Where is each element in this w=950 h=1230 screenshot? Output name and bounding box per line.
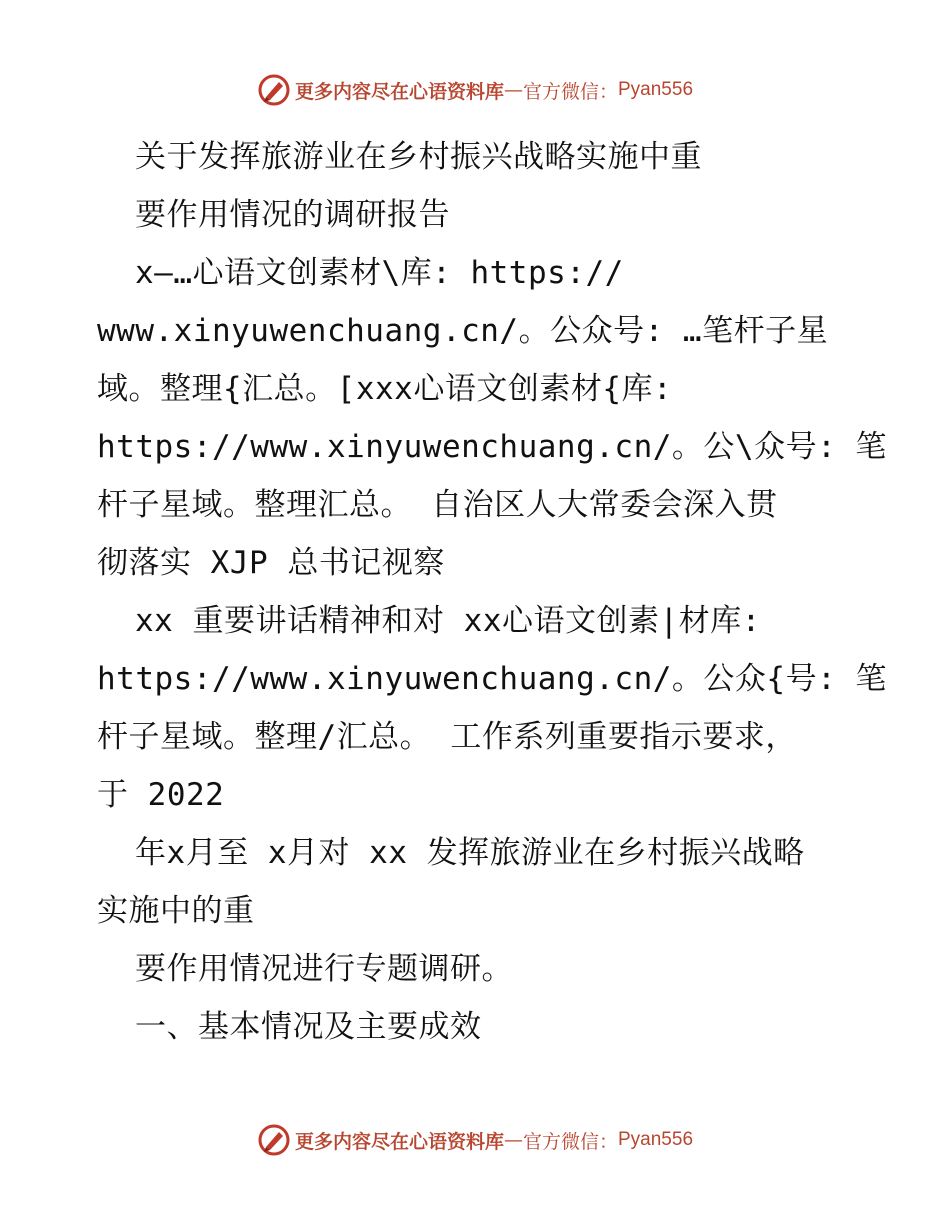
banner-separator: — — [503, 79, 523, 101]
doc-line: 彻落实 XJP 总书记视察 — [97, 545, 445, 581]
doc-line: 年x月至 x月对 xx 发挥旅游业在乡村振兴战略 — [135, 835, 805, 871]
doc-line: 要作用情况进行专题调研。 — [135, 951, 513, 987]
doc-line: 杆子星域。整理/汇总。 工作系列重要指示要求， — [97, 719, 797, 755]
banner-wechat-label: 官方微信： — [522, 80, 618, 103]
doc-line: https://www.xinyuwenchuang.cn/。公\众号: 笔 — [97, 429, 887, 465]
doc-line: 实施中的重 — [97, 893, 255, 929]
doc-line: www.xinyuwenchuang.cn/。公众号: …笔杆子星 — [97, 313, 829, 349]
banner-wechat-label: 官方微信： — [522, 1130, 618, 1153]
document-body — [97, 128, 887, 1056]
banner-wechat-id: Pyan556 — [618, 1129, 694, 1150]
doc-line: 域。整理{汇总。[xxx心语文创素材{库: — [97, 371, 673, 407]
section-heading: 一、基本情况及主要成效 — [135, 1009, 482, 1045]
doc-line: https://www.xinyuwenchuang.cn/。公众{号: 笔 — [97, 661, 887, 697]
header-banner — [0, 70, 950, 110]
pen-logo-icon — [257, 1123, 291, 1157]
banner-wechat-id: Pyan556 — [618, 79, 694, 100]
doc-line: x—…心语文创素材\库: https:// — [135, 255, 624, 291]
doc-line: 杆子星域。整理汇总。 自治区人大常委会深入贯 — [97, 487, 778, 523]
doc-line: 要作用情况的调研报告 — [135, 197, 450, 233]
doc-line: 于 2022 — [97, 777, 225, 813]
banner-text: 更多内容尽在心语资料库 — [294, 1130, 504, 1153]
doc-line: 关于发挥旅游业在乡村振兴战略实施中重 — [135, 139, 702, 175]
banner-text: 更多内容尽在心语资料库 — [294, 80, 504, 103]
doc-line: xx 重要讲话精神和对 xx心语文创素|材库: — [135, 603, 761, 639]
banner-separator: — — [503, 1129, 523, 1151]
pen-logo-icon — [257, 73, 291, 107]
footer-banner — [0, 1120, 950, 1160]
